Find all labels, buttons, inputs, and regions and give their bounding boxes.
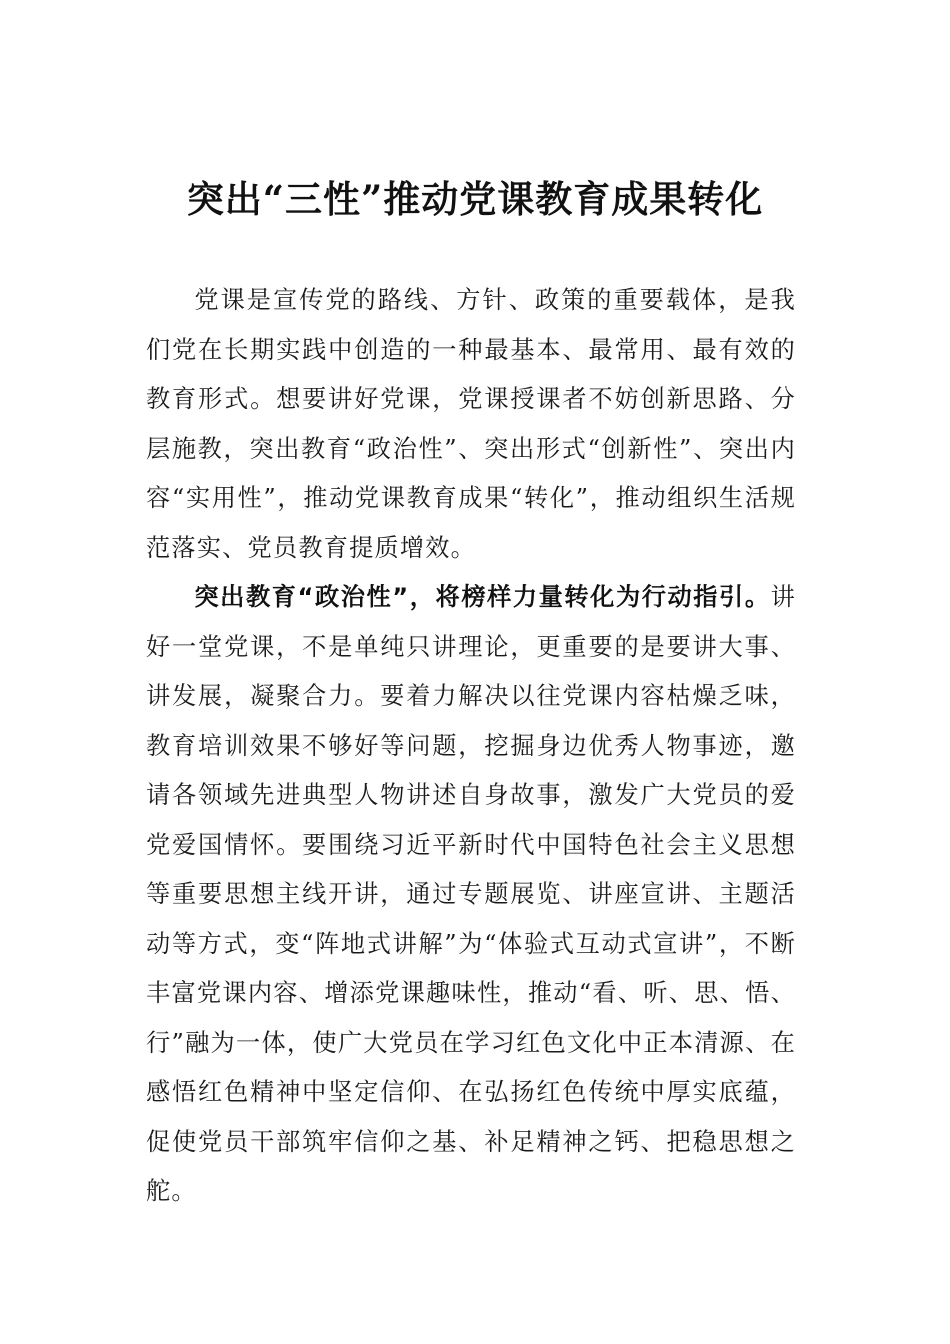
document-title: 突出“三性”推动党课教育成果转化 [186, 177, 764, 221]
paragraph-political-heading: 突出教育“政治性”，将榜样力量转化为行动指引。 [194, 583, 771, 611]
paragraph-intro-text: 党课是宣传党的路线、方针、政策的重要载体，是我们党在长期实践中创造的一种最基本、最常用、最有效的教育形式。想要讲好党课，党课授课者不妨创新思路、分层施教，突出教育“政治性”、突出形式“创新性”、突出内容“实用性”，推动党课教育成果“转化”，推动组织生活规范落实、党员教育提质增效。 [146, 286, 796, 562]
paragraph-political [146, 573, 796, 1217]
document-body [146, 276, 796, 1217]
paragraph-political-text: 讲好一堂党课，不是单纯只讲理论，更重要的是要讲大事、讲发展，凝聚合力。要着力解决以往党课内容枯燥乏味，教育培训效果不够好等问题，挖掘身边优秀人物事迹，邀请各领域先进典型人物讲述自身故事，激发广大党员的爱党爱国情怀。要围绕习近平新时代中国特色社会主义思想等重要思想主线开讲，通过专题展览、讲座宣讲、主题活动等方式，变“阵地式讲解”为“体验式互动式宣讲”，不断丰富党课内容、增添党课趣味性，推动“看、听、思、悟、行”融为一体，使广大党员在学习红色文化中正本清源、在感悟红色精神中坚定信仰、在弘扬红色传统中厚实底蕴，促使党员干部筑牢信仰之基、补足精神之钙、把稳思想之舵。 [146, 583, 796, 1205]
paragraph-intro [146, 276, 796, 573]
